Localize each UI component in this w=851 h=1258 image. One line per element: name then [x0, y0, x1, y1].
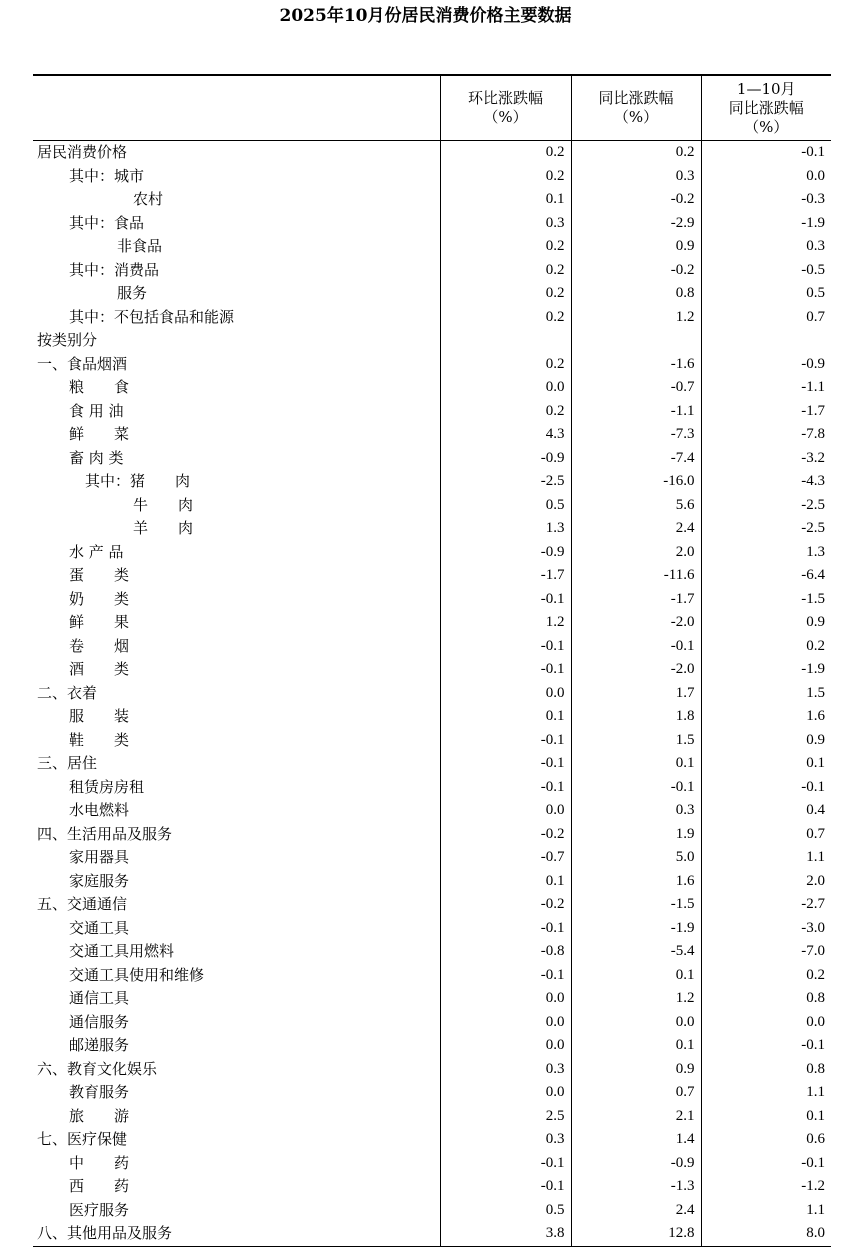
ytd-value: -0.1 — [701, 1034, 831, 1058]
mom-value: 1.2 — [440, 611, 571, 635]
table-row — [33, 1128, 831, 1152]
ytd-value: 0.6 — [701, 1128, 831, 1152]
table-row — [33, 705, 831, 729]
table-row — [33, 940, 831, 964]
row-label: 其中：食品 — [69, 213, 145, 232]
ytd-value: 0.7 — [701, 306, 831, 330]
yoy-value: 2.4 — [571, 1199, 701, 1223]
yoy-value: 0.3 — [571, 799, 701, 823]
ytd-value: -0.9 — [701, 353, 831, 377]
row-label: 中 药 — [69, 1153, 130, 1172]
mom-value: -0.1 — [440, 964, 571, 988]
yoy-value: 1.5 — [571, 729, 701, 753]
row-label: 畜 肉 类 — [69, 448, 124, 467]
header-ytd-unit: （%） — [744, 117, 789, 136]
yoy-value: -1.3 — [571, 1175, 701, 1199]
header-item-column — [33, 75, 440, 141]
yoy-value: 0.9 — [571, 235, 701, 259]
yoy-value — [571, 329, 701, 353]
row-label: 家庭服务 — [69, 871, 130, 890]
row-label: 医疗服务 — [69, 1200, 130, 1219]
table-row — [33, 1199, 831, 1223]
yoy-value: -7.3 — [571, 423, 701, 447]
mom-value: 0.3 — [440, 1128, 571, 1152]
ytd-value: 0.0 — [701, 1011, 831, 1035]
yoy-value: 2.0 — [571, 541, 701, 565]
mom-value: -0.1 — [440, 588, 571, 612]
yoy-value: 0.2 — [571, 141, 701, 165]
mom-value: -0.8 — [440, 940, 571, 964]
row-label: 邮递服务 — [69, 1036, 130, 1054]
mom-value: -0.9 — [440, 447, 571, 471]
ytd-value: 0.4 — [701, 799, 831, 823]
ytd-value: 1.1 — [701, 1081, 831, 1105]
header-yoy — [571, 75, 701, 141]
yoy-value: 5.0 — [571, 846, 701, 870]
yoy-value: 0.0 — [571, 1011, 701, 1035]
table-header — [33, 75, 831, 141]
ytd-value: -1.9 — [701, 212, 831, 236]
table-row — [33, 353, 831, 377]
document-title: 2025年10月份居民消费价格主要数据 — [279, 6, 572, 26]
yoy-value: 5.6 — [571, 494, 701, 518]
yoy-value: 0.3 — [571, 165, 701, 189]
mom-value: 0.0 — [440, 1011, 571, 1035]
row-label: 租赁房房租 — [69, 777, 145, 796]
mom-value: 0.2 — [440, 400, 571, 424]
table-row — [33, 987, 831, 1011]
ytd-value: 1.1 — [701, 846, 831, 870]
table-row — [33, 306, 831, 330]
ytd-value: -7.8 — [701, 423, 831, 447]
ytd-value: 0.5 — [701, 282, 831, 306]
yoy-value: -0.1 — [571, 776, 701, 800]
row-label: 服 装 — [69, 707, 130, 725]
row-label: 鲜 果 — [69, 613, 130, 631]
mom-value: 0.3 — [440, 1058, 571, 1082]
mom-value: 2.5 — [440, 1105, 571, 1129]
row-label: 酒 类 — [69, 660, 130, 678]
table-row — [33, 752, 831, 776]
mom-value: 0.1 — [440, 870, 571, 894]
ytd-value: -0.3 — [701, 188, 831, 212]
mom-value: -0.1 — [440, 635, 571, 659]
ytd-value: 0.0 — [701, 165, 831, 189]
row-label: 三、居住 — [37, 754, 98, 772]
mom-value: 0.0 — [440, 1081, 571, 1105]
mom-value: 0.2 — [440, 282, 571, 306]
table-row — [33, 1034, 831, 1058]
row-label: 西 药 — [69, 1177, 130, 1195]
yoy-value: -2.0 — [571, 611, 701, 635]
row-label: 交通工具 — [69, 918, 130, 937]
table-body — [33, 141, 831, 1247]
yoy-value: -1.5 — [571, 893, 701, 917]
table-row — [33, 776, 831, 800]
table-row — [33, 212, 831, 236]
ytd-value: 0.1 — [701, 752, 831, 776]
table-row — [33, 635, 831, 659]
table-row — [33, 470, 831, 494]
yoy-value: 1.2 — [571, 306, 701, 330]
row-label: 羊 肉 — [133, 519, 194, 537]
row-label: 旅 游 — [69, 1106, 130, 1125]
row-label: 蛋 类 — [69, 566, 130, 584]
row-label: 食 用 油 — [69, 401, 124, 420]
ytd-value: -3.0 — [701, 917, 831, 941]
row-label: 非食品 — [117, 237, 163, 255]
mom-value: -0.1 — [440, 1152, 571, 1176]
row-label: 服务 — [117, 284, 148, 302]
table-row — [33, 1175, 831, 1199]
header-mom-line: 环比涨跌幅 — [467, 89, 543, 107]
mom-value: -2.5 — [440, 470, 571, 494]
yoy-value: -1.1 — [571, 400, 701, 424]
table-row — [33, 259, 831, 283]
table-row — [33, 517, 831, 541]
table-row — [33, 188, 831, 212]
mom-value: 0.0 — [440, 799, 571, 823]
mom-value: 0.2 — [440, 353, 571, 377]
table-row — [33, 823, 831, 847]
ytd-value: -0.1 — [701, 776, 831, 800]
table-row — [33, 447, 831, 471]
yoy-value: 0.1 — [571, 1034, 701, 1058]
yoy-value: -2.9 — [571, 212, 701, 236]
ytd-value: -0.1 — [701, 141, 831, 165]
header-ytd — [701, 75, 831, 141]
row-label: 水电燃料 — [69, 801, 130, 819]
table-row — [33, 329, 831, 353]
ytd-value: 0.8 — [701, 987, 831, 1011]
row-label: 卷 烟 — [69, 636, 130, 655]
ytd-value: 0.9 — [701, 611, 831, 635]
ytd-value: -0.5 — [701, 259, 831, 283]
mom-value: -0.1 — [440, 729, 571, 753]
header-mom-unit: （%） — [483, 108, 528, 126]
ytd-value: -2.5 — [701, 517, 831, 541]
mom-value: 1.3 — [440, 517, 571, 541]
yoy-value: -0.2 — [571, 188, 701, 212]
mom-value: 0.5 — [440, 494, 571, 518]
table-row — [33, 541, 831, 565]
table-row — [33, 682, 831, 706]
table-row — [33, 141, 831, 165]
yoy-value: -7.4 — [571, 447, 701, 471]
row-label: 教育服务 — [69, 1083, 130, 1101]
mom-value: 0.3 — [440, 212, 571, 236]
row-label: 交通工具使用和维修 — [69, 965, 205, 984]
ytd-value — [701, 329, 831, 353]
yoy-value: -1.7 — [571, 588, 701, 612]
ytd-value: -7.0 — [701, 940, 831, 964]
yoy-value: -1.6 — [571, 353, 701, 377]
ytd-value: -1.1 — [701, 376, 831, 400]
row-label: 鲜 菜 — [69, 425, 130, 443]
mom-value: -0.1 — [440, 1175, 571, 1199]
yoy-value: 2.4 — [571, 517, 701, 541]
yoy-value: 0.1 — [571, 752, 701, 776]
row-label: 奶 类 — [69, 589, 130, 608]
row-label: 七、医疗保健 — [37, 1130, 128, 1148]
table-row — [33, 1011, 831, 1035]
yoy-value: -2.0 — [571, 658, 701, 682]
ytd-value: -1.2 — [701, 1175, 831, 1199]
row-label: 其中：猪 肉 — [85, 472, 191, 490]
row-label: 通信服务 — [69, 1012, 130, 1031]
mom-value: -0.1 — [440, 658, 571, 682]
mom-value: -0.1 — [440, 776, 571, 800]
yoy-value: 1.2 — [571, 987, 701, 1011]
mom-value: 0.0 — [440, 1034, 571, 1058]
table-row — [33, 1058, 831, 1082]
ytd-value: -6.4 — [701, 564, 831, 588]
yoy-value: 0.1 — [571, 964, 701, 988]
ytd-value: 1.1 — [701, 1199, 831, 1223]
table-row — [33, 658, 831, 682]
row-label: 按类别分 — [37, 331, 98, 349]
table-row — [33, 494, 831, 518]
header-ytd-line: 同比涨跌幅 — [728, 98, 804, 117]
mom-value: 0.2 — [440, 165, 571, 189]
mom-value: 0.2 — [440, 235, 571, 259]
row-label: 其中：不包括食品和能源 — [69, 307, 235, 326]
mom-value: -1.7 — [440, 564, 571, 588]
ytd-value: -1.7 — [701, 400, 831, 424]
ytd-value: 0.2 — [701, 964, 831, 988]
yoy-value: 0.8 — [571, 282, 701, 306]
yoy-value: 1.6 — [571, 870, 701, 894]
table-row — [33, 423, 831, 447]
table-row — [33, 376, 831, 400]
row-label: 八、其他用品及服务 — [33, 1222, 440, 1246]
table-row — [33, 400, 831, 424]
ytd-value: 0.2 — [701, 635, 831, 659]
row-label: 鞋 类 — [69, 730, 130, 749]
header-yoy-line: 同比涨跌幅 — [598, 89, 674, 107]
mom-value: 0.2 — [440, 141, 571, 165]
table-row — [33, 964, 831, 988]
mom-value: -0.2 — [440, 823, 571, 847]
row-label: 水 产 品 — [69, 542, 124, 561]
table-row — [33, 1105, 831, 1129]
row-label: 四、生活用品及服务 — [37, 824, 173, 843]
row-label: 二、衣着 — [37, 683, 98, 702]
mom-value: -0.2 — [440, 893, 571, 917]
ytd-value: -2.7 — [701, 893, 831, 917]
table-row — [33, 1222, 831, 1246]
mom-value: 0.1 — [440, 188, 571, 212]
row-label: 其中：城市 — [69, 166, 145, 185]
row-label: 一、食品烟酒 — [37, 354, 128, 373]
mom-value: 0.1 — [440, 705, 571, 729]
table-row — [33, 1152, 831, 1176]
row-label: 粮 食 — [69, 378, 130, 396]
ytd-value: 2.0 — [701, 870, 831, 894]
mom-value: -0.1 — [440, 752, 571, 776]
row-label: 牛 肉 — [133, 495, 194, 514]
yoy-value: 1.4 — [571, 1128, 701, 1152]
table-row — [33, 799, 831, 823]
header-ytd-period: 1—10月 — [736, 79, 796, 98]
row-label: 其中：消费品 — [69, 260, 160, 279]
ytd-value: 1.5 — [701, 682, 831, 706]
mom-value: 4.3 — [440, 423, 571, 447]
mom-value: 3.8 — [440, 1222, 571, 1246]
ytd-value: 8.0 — [701, 1222, 831, 1246]
mom-value: 0.0 — [440, 682, 571, 706]
ytd-value: 0.9 — [701, 729, 831, 753]
mom-value: -0.7 — [440, 846, 571, 870]
yoy-value: -5.4 — [571, 940, 701, 964]
row-label: 居民消费价格 — [37, 143, 128, 161]
ytd-value: -2.5 — [701, 494, 831, 518]
table-row — [33, 282, 831, 306]
row-label: 农村 — [133, 190, 164, 208]
yoy-value: 0.7 — [571, 1081, 701, 1105]
ytd-value: 0.7 — [701, 823, 831, 847]
header-row — [33, 75, 831, 141]
table-row — [33, 588, 831, 612]
row-label: 通信工具 — [69, 989, 130, 1007]
yoy-value: -0.7 — [571, 376, 701, 400]
header-mom — [440, 75, 571, 141]
mom-value: 0.2 — [440, 306, 571, 330]
table-row — [33, 917, 831, 941]
yoy-value: 0.9 — [571, 1058, 701, 1082]
mom-value: -0.1 — [440, 917, 571, 941]
ytd-value: -3.2 — [701, 447, 831, 471]
yoy-value: -11.6 — [571, 564, 701, 588]
cpi-table — [33, 74, 831, 1247]
mom-value: -0.9 — [440, 541, 571, 565]
ytd-value: 0.1 — [701, 1105, 831, 1129]
header-yoy-unit: （%） — [613, 108, 659, 126]
ytd-value: 1.3 — [701, 541, 831, 565]
row-label: 六、教育文化娱乐 — [37, 1059, 158, 1078]
table-row — [33, 1081, 831, 1105]
yoy-value: -0.9 — [571, 1152, 701, 1176]
table-row — [33, 846, 831, 870]
table-row — [33, 893, 831, 917]
mom-value — [440, 329, 571, 353]
yoy-value: 1.8 — [571, 705, 701, 729]
yoy-value: 1.9 — [571, 823, 701, 847]
table-row — [33, 611, 831, 635]
yoy-value: -1.9 — [571, 917, 701, 941]
yoy-value: 2.1 — [571, 1105, 701, 1129]
ytd-value: -1.9 — [701, 658, 831, 682]
table-row — [33, 235, 831, 259]
yoy-value: -0.1 — [571, 635, 701, 659]
mom-value: 0.5 — [440, 1199, 571, 1223]
yoy-value: 1.7 — [571, 682, 701, 706]
row-label: 交通工具用燃料 — [69, 942, 175, 960]
row-label: 家用器具 — [69, 848, 130, 866]
ytd-value: 0.8 — [701, 1058, 831, 1082]
ytd-value: 0.3 — [701, 235, 831, 259]
yoy-value: 12.8 — [571, 1222, 701, 1246]
mom-value: 0.2 — [440, 259, 571, 283]
table-row — [33, 729, 831, 753]
ytd-value: -0.1 — [701, 1152, 831, 1176]
mom-value: 0.0 — [440, 987, 571, 1011]
ytd-value: -1.5 — [701, 588, 831, 612]
table-row — [33, 564, 831, 588]
table-row — [33, 165, 831, 189]
ytd-value: 1.6 — [701, 705, 831, 729]
table-row — [33, 870, 831, 894]
yoy-value: -16.0 — [571, 470, 701, 494]
ytd-value: -4.3 — [701, 470, 831, 494]
yoy-value: -0.2 — [571, 259, 701, 283]
mom-value: 0.0 — [440, 376, 571, 400]
row-label: 五、交通通信 — [37, 895, 128, 913]
